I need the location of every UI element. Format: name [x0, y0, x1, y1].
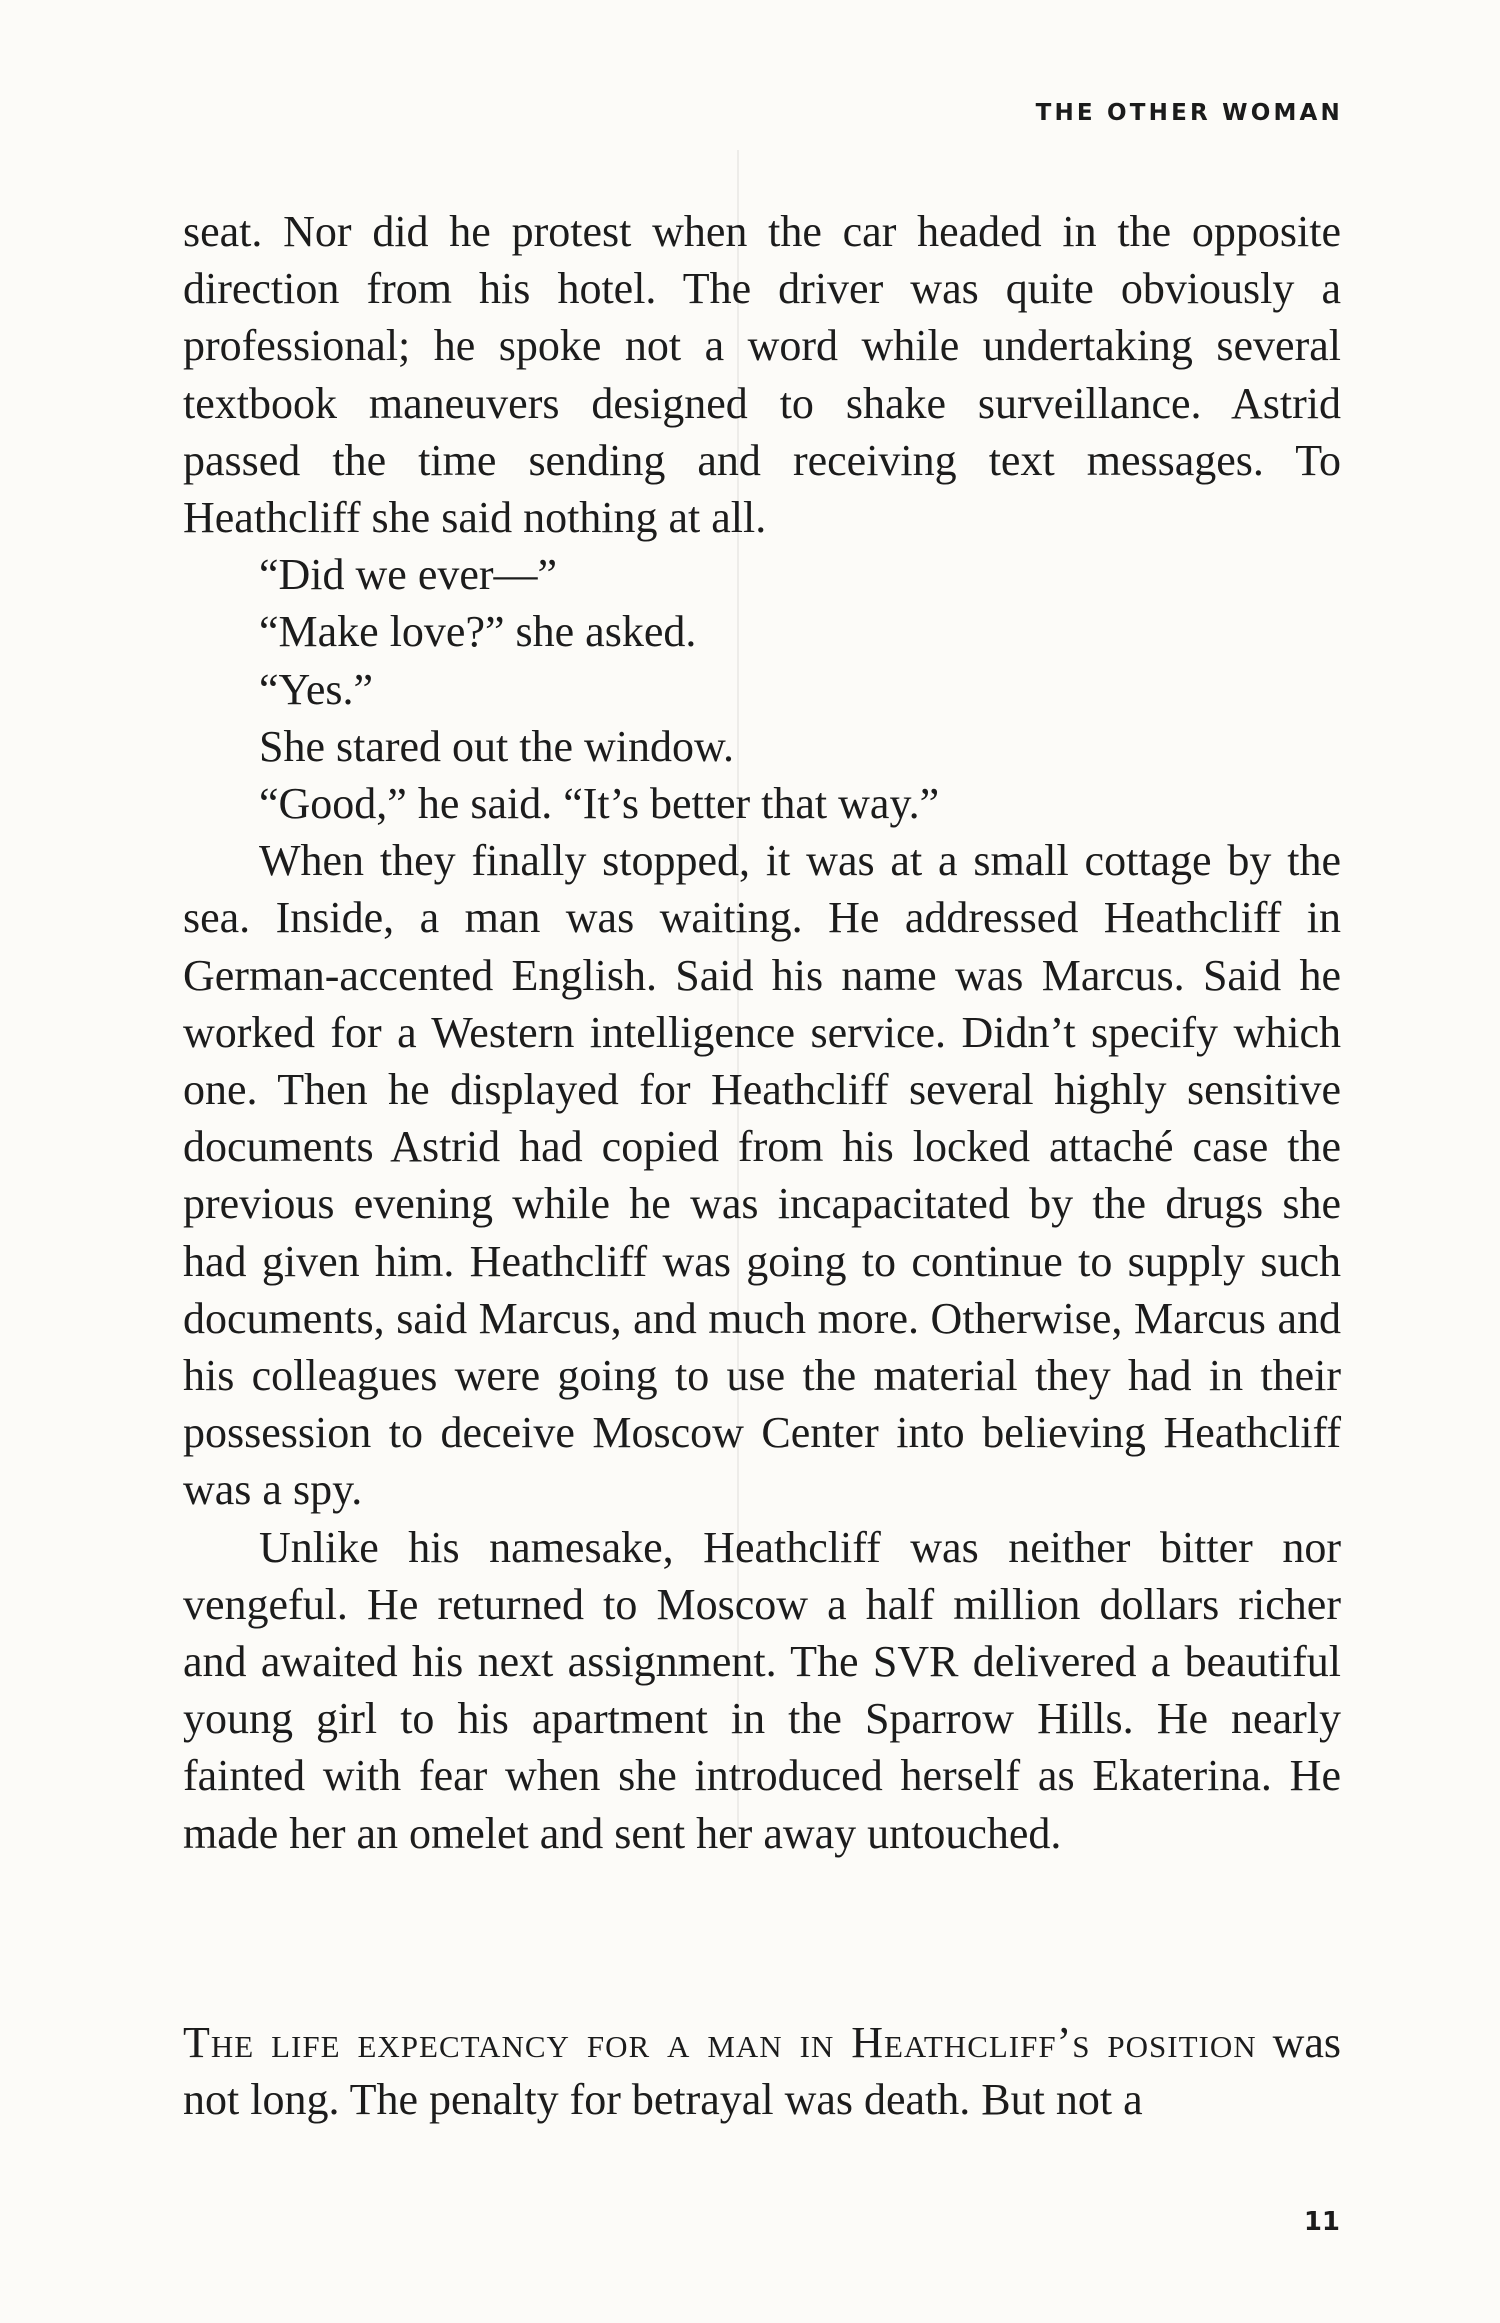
dialogue-line: “Did we ever—” [259, 550, 558, 600]
paragraph: She stared out the window. [259, 721, 734, 771]
paragraph: seat. Nor did he protest when the car headed in the opposite direction from his hotel. The driver was quite obviously a professional; he spoke not a word while undertaking several textbook maneuvers designed to shake surveillance. Astrid passed the time sending and receiving text messages. To Heathcliff she said nothing at all. [183, 207, 1341, 543]
dialogue-line: “Good,” he said. “It’s better that way.” [259, 779, 940, 829]
dialogue-line: “Yes.” [259, 664, 374, 714]
running-head: THE OTHER WOMAN [1035, 100, 1343, 126]
section-continuation: was not long. The penalty for betrayal was death. But not a [183, 2018, 1341, 2125]
paragraph: Unlike his namesake, Heathcliff was neither bitter nor vengeful. He returned to Moscow a half million dollars richer and awaited his next assignment. The SVR delivered a beautiful young girl to his apartment in the Sparrow Hills. He nearly fainted with fear when she introduced herself as Ekaterina. He made her an omelet and sent her away untouched. [183, 1522, 1341, 1858]
body-text [183, 203, 1341, 1862]
section-opening-paragraph [183, 2014, 1341, 2128]
dialogue-line: “Make love?” she asked. [259, 607, 697, 657]
section-break [183, 2014, 1341, 2128]
page-number: 11 [1303, 2207, 1340, 2237]
paragraph: When they finally stopped, it was at a small cottage by the sea. Inside, a man was waiting. He addressed Heathcliff in German-accented English. Said his name was Marcus. Said he worked for a Western intelligence service. Didn’t specify which one. Then he displayed for Heathcliff several highly sensitive documents Astrid had copied from his locked attaché case the previous evening while he was incapacitated by the drugs she had given him. Heathcliff was going to continue to supply such documents, said Marcus, and much more. Otherwise, Marcus and his colleagues were going to use the material they had in their possession to deceive Moscow Center into believing Heathcliff was a spy. [183, 836, 1341, 1515]
small-caps-lead-in: The life expectancy for a man in Heathcliff’s position [183, 2018, 1257, 2067]
